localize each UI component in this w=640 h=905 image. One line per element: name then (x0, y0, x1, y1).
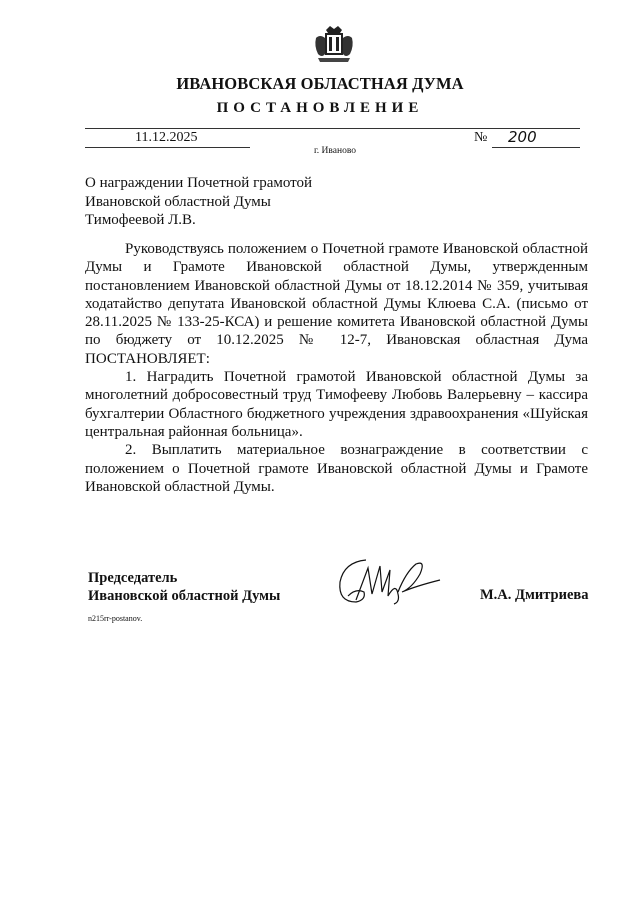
signatory-title-line: Председатель (88, 570, 178, 586)
document-date: 11.12.2025 (135, 130, 198, 145)
resolution-item: 2. Выплатить материальное вознаграждение в соответствии с положением о Почетной грамоте Ивановской областной Думы и Грамоте Ивановской областной Думы. (85, 442, 588, 495)
document-number: 200 (508, 128, 537, 146)
signatory-title-line: Ивановской областной Думы (88, 588, 281, 604)
coat-of-arms-icon (312, 24, 356, 68)
subject-line: Ивановской областной Думы (85, 193, 271, 210)
subject-line: Тимофеевой Л.В. (85, 212, 196, 228)
handwritten-signature-icon (336, 552, 446, 612)
preamble-paragraph: Руководствуясь положением о Почетной грамоте Ивановской областной Думы и Грамоте Ивановской областной Думы, утвержденным постановлением Ивановской областной Думы от 18.12.2014 № 359, учитывая ходатайство депутата Ивановской областной Думы Клюева С.А. (письмо от 28.11.2025 № 133-25-КСА) и решение комитета Ивановской областной Думы по бюджету от 10.12.2025 № 12-7, Ивановская областная Дума ПОСТАНОВЛЯЕТ: (85, 241, 588, 367)
city: г. Иваново (313, 146, 357, 156)
document-code: n215rr-postanov. (88, 614, 143, 623)
document-body (85, 240, 588, 496)
document-type: ПОСТАНОВЛЕНИЕ (216, 100, 424, 116)
header-divider (85, 128, 580, 129)
signatory-title (88, 569, 280, 605)
signatory-name: М.А. Дмитриева (480, 587, 589, 603)
organization-name: ИВАНОВСКАЯ ОБЛАСТНАЯ ДУМА (176, 74, 464, 93)
subject-line: О награждении Почетной грамотой (85, 175, 313, 191)
resolution-item: 1. Наградить Почетной грамотой Ивановской областной Думы за многолетний добросовестный труд Тимофееву Любовь Валерьевну – кассира бухгалтерии Областного бюджетного учреждения здравоохранения «Шуйская центральная районная больница». (85, 369, 588, 440)
number-label: № (474, 130, 488, 145)
document-subject (85, 174, 312, 230)
